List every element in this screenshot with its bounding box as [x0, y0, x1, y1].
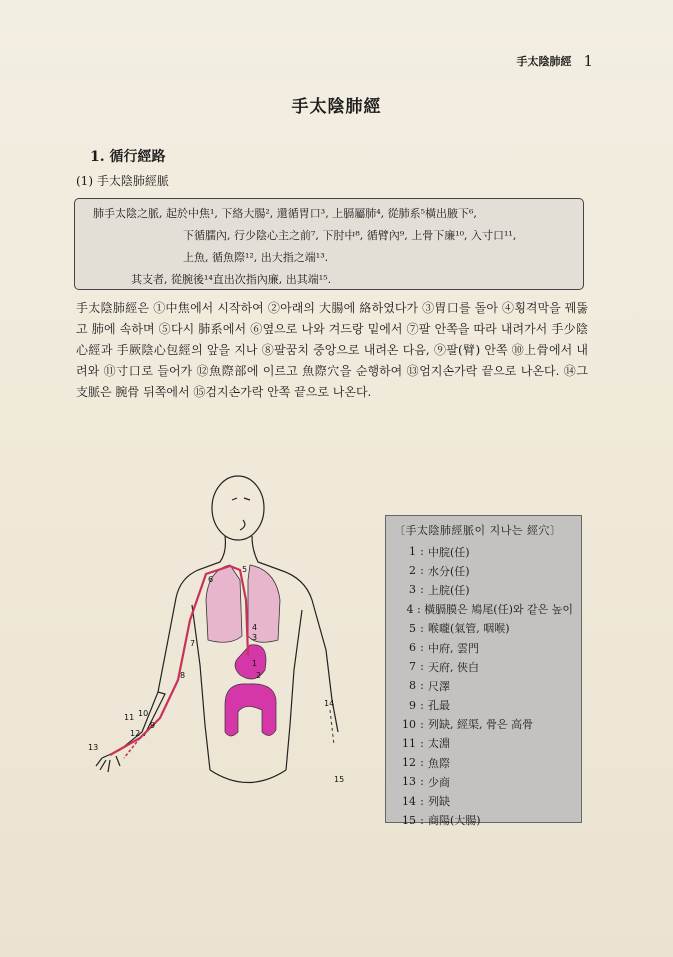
legend-row [394, 542, 573, 561]
legend-number: 14 [402, 794, 416, 808]
legend-number: 15 [402, 813, 416, 827]
figure-label-7: 7 [190, 639, 196, 648]
legend-point-name: 喉嚨(氣管, 咽喉) [428, 622, 510, 636]
figure-label-15: 15 [334, 775, 345, 784]
legend-point-name: 列缺, 經渠, 骨은 高骨 [428, 718, 534, 732]
figure-label-4: 4 [252, 623, 258, 632]
legend-number: 4 [406, 602, 414, 616]
legend-row [394, 638, 573, 657]
legend-point-name: 少商 [428, 775, 450, 789]
figure-label-10: 10 [138, 709, 149, 718]
meridian-figure [80, 470, 380, 800]
running-head [516, 52, 593, 70]
figure-label-13: 13 [88, 743, 99, 752]
page-number: 1 [583, 52, 593, 70]
digestive-organs [225, 645, 276, 736]
figure-label-11: 11 [124, 713, 135, 722]
legend-number: 6 [409, 641, 416, 655]
figure-label-12: 12 [130, 729, 141, 738]
legend-number: 2 [409, 564, 416, 578]
legend-point-name: 魚際 [428, 756, 450, 770]
legend-point-name: 中府, 雲門 [428, 641, 479, 655]
figure-label-6: 6 [208, 575, 214, 584]
lungs [206, 565, 280, 642]
legend-point-name: 水分(任) [428, 564, 470, 578]
legend-number: 7 [409, 660, 416, 674]
legend-row [394, 600, 573, 619]
legend-point-name: 橫膈膜은 鳩尾(任)와 같은 높이 [424, 603, 573, 617]
legend-row [394, 561, 573, 580]
legend-separator: : [420, 641, 424, 655]
legend-separator: : [420, 679, 424, 693]
legend-number: 12 [402, 756, 416, 770]
legend-point-name: 孔最 [428, 699, 450, 713]
page-title: 手太陰肺經 [291, 97, 382, 117]
legend-separator: : [420, 813, 424, 827]
legend-title: 〔手太陰肺經脈이 지나는 經穴〕 [394, 524, 562, 537]
section-heading: 1. 循行經路 [90, 149, 166, 165]
legend-point-name: 尺澤 [428, 679, 450, 693]
legend-row [394, 734, 573, 753]
legend-point-name: 太淵 [428, 737, 450, 751]
legend-row [394, 696, 573, 715]
legend-row [394, 715, 573, 734]
legend-number: 10 [402, 717, 416, 731]
subsection-heading: (1) 手太陰肺經脈 [76, 174, 169, 188]
figure-label-8: 8 [180, 671, 186, 680]
legend-separator: : [420, 583, 424, 597]
body-paragraph: 手太陰肺經은 ①中焦에서 시작하여 ②아래의 大腸에 絡하였다가 ③胃口를 돌아 ④횡격막을 꿰뚫고 肺에 속하며 ⑤다시 肺系에서 ⑥옆으로 나와 겨드랑 밑에서 ⑦팔 안쪽을 따라 내려가서 手少陰心經과 手厥陰心包經의 앞을 지나 ⑧팔꿈치 중앙으로 내려온 다음, ⑨팔(臂) 안쪽 ⑩上骨에서 내려와 ⑪寸口로 들어가 ⑫魚際部에 이르고 魚際穴을 순행하여 ⑬엄지손가락 끝으로 나온다. ⑭그 支脈은 腕骨 뒤쪽에서 ⑮검지손가락 안쪽 끝으로 나온다. [76, 301, 588, 399]
acupoint-legend [385, 515, 582, 828]
legend-number: 3 [409, 583, 416, 597]
figure-label-2: 2 [256, 671, 262, 680]
legend-separator: : [420, 545, 424, 559]
legend-number: 9 [409, 698, 416, 712]
legend-row [394, 772, 573, 791]
legend-row [394, 811, 573, 830]
legend-separator: : [420, 564, 424, 578]
legend-separator: : [420, 660, 424, 674]
running-title: 手太陰肺經 [516, 55, 572, 68]
legend-point-name: 中脘(任) [428, 545, 470, 559]
legend-separator: : [420, 698, 424, 712]
legend-row [394, 791, 573, 810]
legend-point-name: 天府, 俠白 [428, 660, 479, 674]
legend-separator: : [420, 756, 424, 770]
legend-number: 8 [409, 679, 416, 693]
legend-row [394, 676, 573, 695]
legend-separator: : [420, 775, 424, 789]
figure-label-1: 1 [252, 659, 258, 668]
legend-row [394, 657, 573, 676]
classic-line-1: 肺手太陰之脈, 起於中焦¹, 下絡大腸², 還循胃口³, 上膈屬肺⁴, 從肺系⁵橫出腋下⁶, [93, 207, 477, 220]
legend-row [394, 580, 573, 599]
legend-separator: : [416, 602, 421, 616]
figure-label-9: 9 [150, 721, 156, 730]
legend-point-name: 商陽(大腸) [428, 814, 481, 828]
legend-number: 11 [402, 736, 416, 750]
legend-separator: : [420, 621, 424, 635]
figure-label-5: 5 [242, 565, 248, 574]
legend-point-name: 列缺 [428, 795, 450, 809]
classic-line-3: 上魚, 循魚際¹², 出大指之端¹³. [183, 251, 329, 264]
classic-line-4: 其支者, 從腕後¹⁴直出次指內廉, 出其端¹⁵. [131, 273, 332, 286]
figure-label-3: 3 [252, 633, 258, 642]
legend-row [394, 619, 573, 638]
classic-line-2: 下循臑內, 行少陰心主之前⁷, 下肘中⁸, 循臂內⁹, 上骨下廉¹⁰, 入寸口¹¹, [183, 229, 517, 242]
legend-separator: : [420, 717, 424, 731]
legend-point-name: 上脘(任) [428, 583, 470, 597]
classic-text-box [74, 198, 584, 290]
legend-separator: : [420, 736, 424, 750]
legend-number: 5 [409, 621, 416, 635]
legend-number: 13 [402, 775, 416, 789]
legend-number: 1 [409, 545, 416, 559]
legend-separator: : [420, 794, 424, 808]
legend-row [394, 753, 573, 772]
figure-label-14: 14 [324, 699, 335, 708]
